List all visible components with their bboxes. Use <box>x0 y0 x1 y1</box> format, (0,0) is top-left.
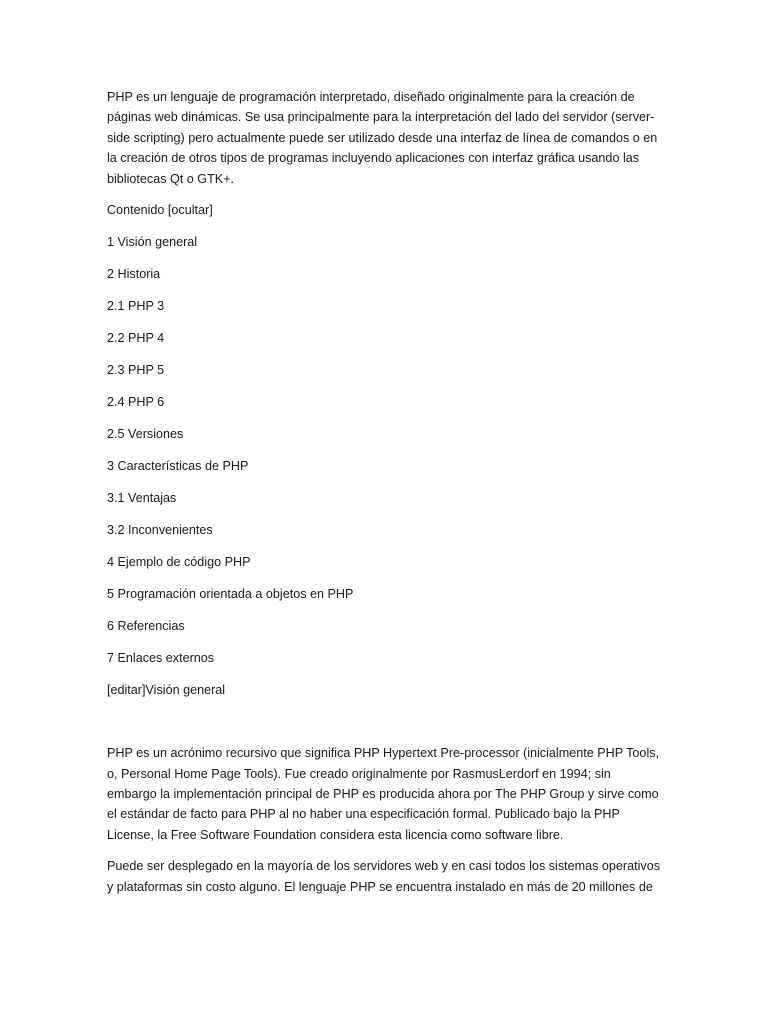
toc-item: 3.2 Inconvenientes <box>107 522 213 537</box>
body-paragraph: PHP es un acrónimo recursivo que significa PHP Hypertext Pre-processor (inicialmente PHP Tools, o, Personal Home Page Tools). Fue creado originalmente por RasmusLerdorf en 1994; sin embargo la implementación principal de PHP es producida ahora por The PHP Group y sirve como el estándar de facto para PHP al no haber una especificación formal. Publicado bajo la PHP License, la Free Software Foundation considera esta licencia como software libre. <box>107 746 660 842</box>
toc-item: 2.1 PHP 3 <box>107 298 165 313</box>
section-heading: [editar]Visión general <box>107 682 226 697</box>
toc-item: 1 Visión general <box>107 235 198 250</box>
toc-item: 2.5 Versiones <box>107 426 184 441</box>
document-content <box>107 87 663 908</box>
toc-item: 2 Historia <box>107 267 161 281</box>
toc-item: 6 Referencias <box>107 618 185 633</box>
intro-paragraph: PHP es un lenguaje de programación interpretado, diseñado originalmente para la creación de páginas web dinámicas. Se usa principalmente para la interpretación del lado del servidor (server-side scripting) pero actualmente puede ser utilizado desde una interfaz de línea de comandos o en la creación de otros tipos de programas incluyendo aplicaciones con interfaz gráfica usando las bibliotecas Qt o GTK+. <box>107 90 658 186</box>
toc-item: 2.3 PHP 5 <box>107 362 165 377</box>
toc-item: 4 Ejemplo de código PHP <box>107 554 251 569</box>
section-spacer <box>107 700 663 743</box>
toc-item: 2.4 PHP 6 <box>107 394 165 409</box>
toc-header: Contenido [ocultar] <box>107 203 213 218</box>
body-paragraph: Puede ser desplegado en la mayoría de los servidores web y en casi todos los sistemas operativos y plataformas sin costo alguno. El lenguaje PHP se encuentra instalado en más de 20 millones de <box>107 859 661 894</box>
toc-item: 3 Características de PHP <box>107 458 249 473</box>
toc-item: 3.1 Ventajas <box>107 490 177 505</box>
toc-item: 7 Enlaces externos <box>107 650 215 665</box>
toc-item: 5 Programación orientada a objetos en PHP <box>107 586 354 601</box>
toc-item: 2.2 PHP 4 <box>107 330 165 345</box>
